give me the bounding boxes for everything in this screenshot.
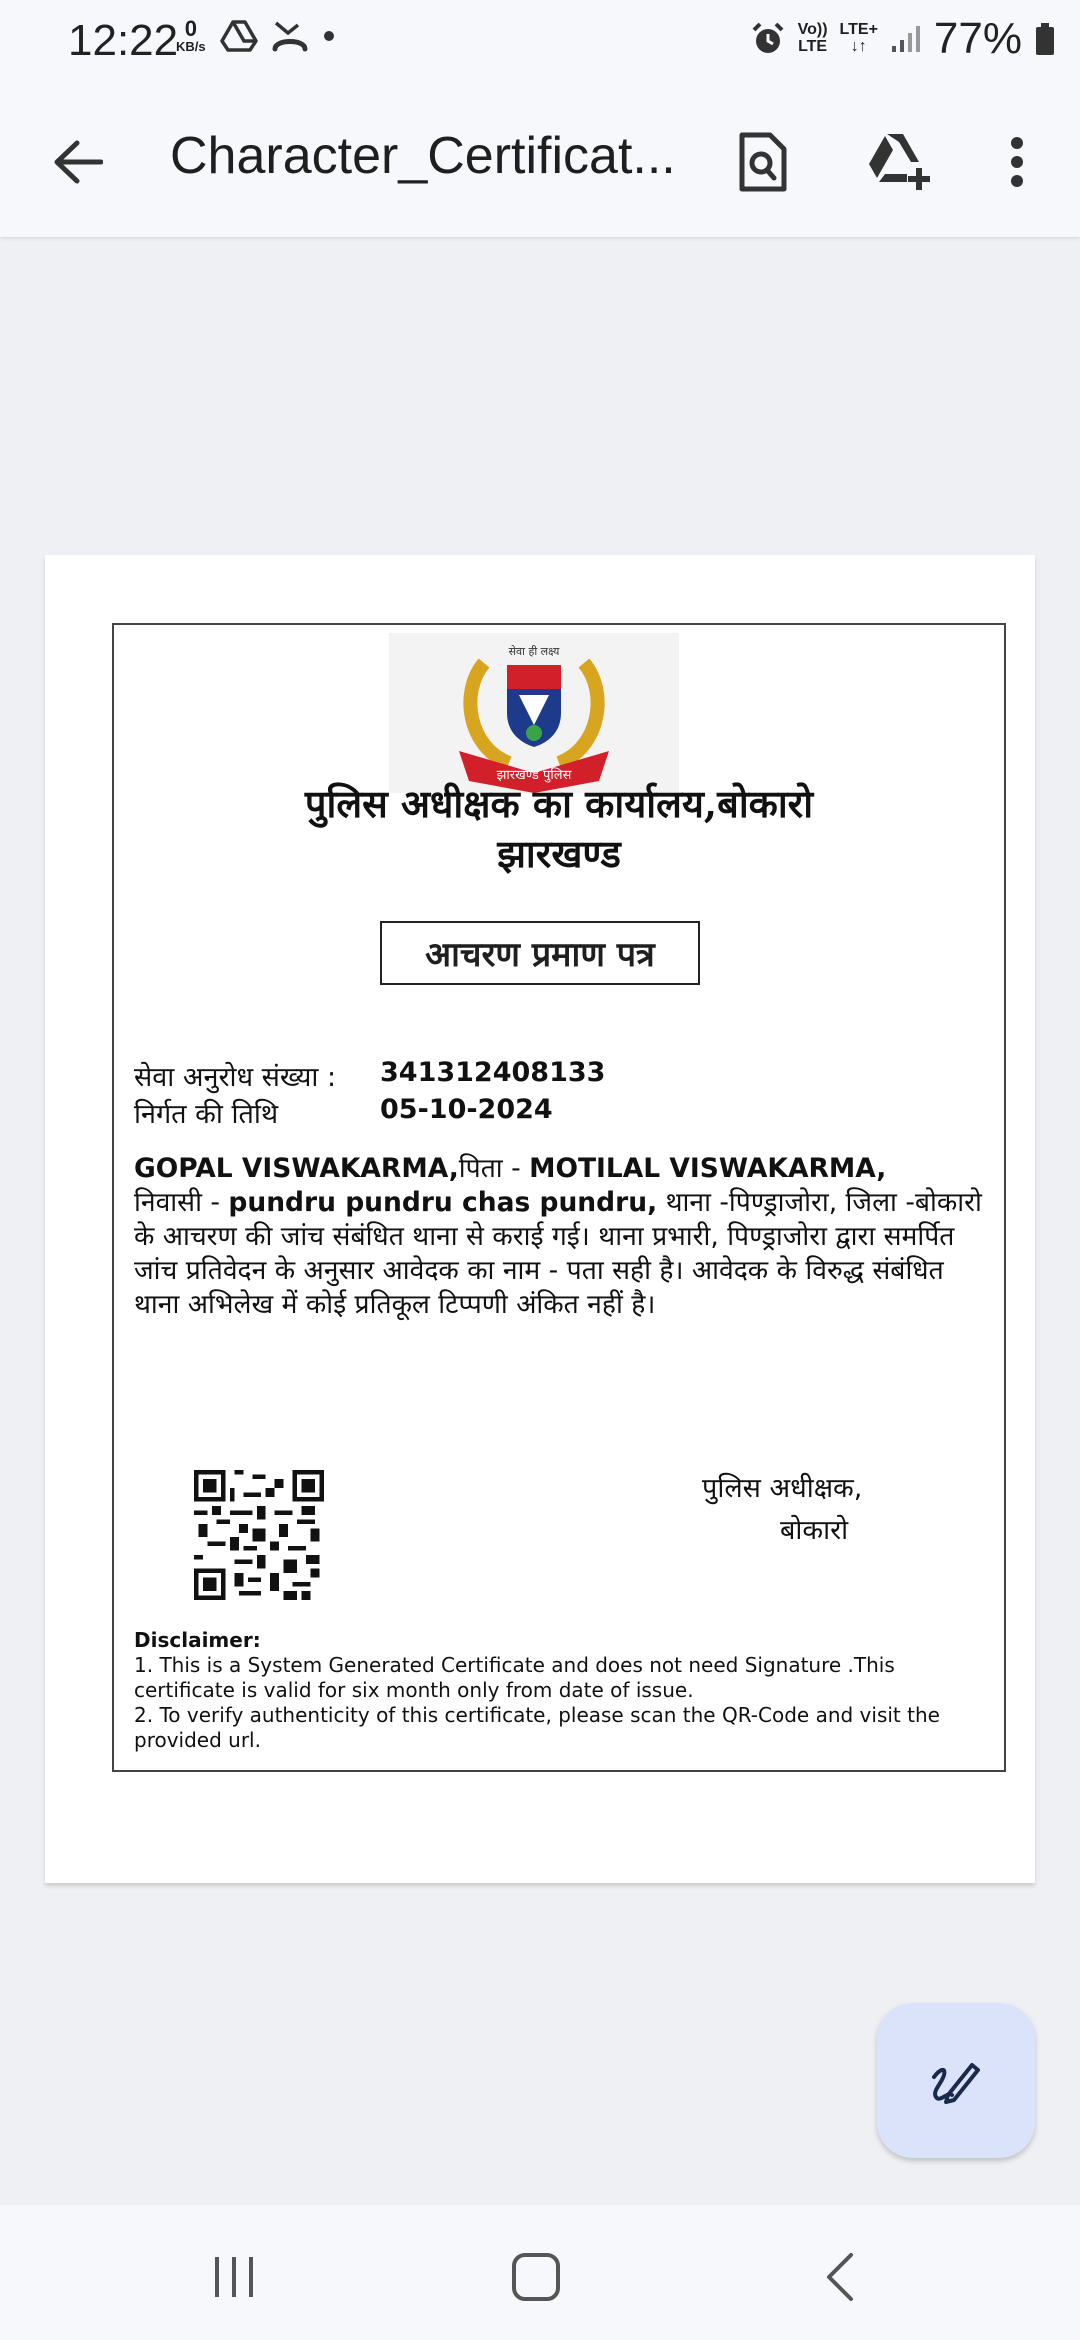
data-speed-indicator: [176, 18, 206, 53]
more-vert-icon: [1009, 136, 1025, 188]
emblem-ribbon-text: झारखण्ड पुलिस: [496, 768, 572, 783]
request-number-value: 341312408133: [380, 1057, 606, 1088]
office-title-line1: पुलिस अधीक्षक का कार्यालय,बोकारो: [304, 781, 814, 826]
certificate-body: [134, 1152, 984, 1322]
certificate-body-text: थाना -पिण्ड्राजोरा, जिला -बोकारो के आचरण की जांच संबंधित थाना से कराई गई। थाना प्रभारी, पिण्ड्राजोरा द्वारा समर्पित जांच प्रतिवेदन के अनुसार आवेदक का नाम - पता सही है। आवेदक के विरुद्ध संबंधित थाना अभिलेख में कोई प्रतिकूल टिप्पणी अंकित नहीं है।: [134, 1187, 982, 1320]
back-button[interactable]: [40, 124, 116, 200]
add-to-drive-icon: [867, 132, 933, 192]
status-time: 12:22: [68, 16, 179, 65]
applicant-name: GOPAL VISWAKARMA,: [134, 1153, 459, 1184]
dot-icon: [322, 29, 336, 43]
recent-apps-icon: [211, 2255, 257, 2299]
add-to-drive-button[interactable]: [858, 120, 942, 204]
volte-bottom: LTE: [798, 38, 828, 55]
drive-upload-icon: [220, 19, 258, 53]
back-arrow-icon: [53, 140, 103, 184]
disclaimer-item-2: 2. To verify authenticity of this certificate, please scan the QR-Code and visit the provided url.: [134, 1703, 940, 1752]
disclaimer-item-1: 1. This is a System Generated Certificate and does not need Signature .This certificate is valid for six month only from date of issue.: [134, 1653, 895, 1702]
volte-top: Vo)): [797, 21, 828, 39]
pdf-page: [45, 555, 1035, 1883]
home-icon: [510, 2251, 562, 2303]
status-left-icons: [176, 18, 336, 53]
nav-back-button[interactable]: [805, 2247, 875, 2307]
system-nav-bar: [0, 2205, 1080, 2340]
data-speed-value: 0: [184, 16, 197, 41]
app-bar: [0, 84, 1080, 237]
battery-icon: [1034, 22, 1056, 56]
resident-label: निवासी -: [134, 1187, 229, 1218]
battery-percent: 77%: [933, 14, 1022, 63]
signatory-line1: पुलिस अधीक्षक,: [702, 1473, 863, 1504]
disclaimer: [134, 1628, 984, 1753]
status-bar: [0, 0, 1080, 84]
issue-date-row: [134, 1094, 553, 1131]
lte-bottom: ↓↑: [850, 38, 867, 55]
signatory: [702, 1468, 862, 1552]
request-number-label: सेवा अनुरोध संख्या :: [134, 1062, 337, 1093]
signal-icon: [890, 24, 922, 54]
recent-apps-button[interactable]: [199, 2247, 269, 2307]
police-emblem: [389, 633, 679, 793]
qr-code: [194, 1470, 324, 1600]
lte-top: LTE+: [839, 21, 878, 39]
data-speed-unit: KB/s: [176, 39, 206, 54]
edit-fab-button[interactable]: [877, 2003, 1035, 2158]
lte-indicator: [840, 22, 878, 56]
volte-indicator: [798, 22, 828, 56]
more-options-button[interactable]: [975, 120, 1059, 204]
disclaimer-heading: Disclaimer:: [134, 1628, 261, 1652]
edit-pen-icon: [926, 2051, 986, 2111]
request-number-row: [134, 1057, 606, 1094]
emblem-motto: सेवा ही लक्ष्य: [508, 645, 560, 658]
father-label: पिता -: [458, 1153, 530, 1184]
certificate-title: आचरण प्रमाण पत्र: [380, 921, 700, 985]
certificate-border: [112, 623, 1006, 1772]
missed-call-icon: [272, 19, 308, 53]
issue-date-label: निर्गत की तिथि: [134, 1099, 279, 1130]
home-button[interactable]: [501, 2247, 571, 2307]
signatory-line2: बोकारो: [780, 1515, 849, 1546]
status-right-icons: [750, 14, 1056, 64]
find-in-document-icon: [736, 131, 788, 193]
issue-date-value: 05-10-2024: [380, 1094, 553, 1125]
nav-back-icon: [823, 2251, 857, 2303]
alarm-icon: [750, 21, 786, 57]
applicant-address: pundru pundru chas pundru,: [228, 1187, 658, 1218]
find-in-document-button[interactable]: [720, 120, 804, 204]
father-name: MOTILAL VISWAKARMA,: [529, 1153, 887, 1184]
document-title: Character_Certificat...: [170, 127, 676, 185]
office-title-line2: झारखण्ड: [497, 831, 621, 876]
